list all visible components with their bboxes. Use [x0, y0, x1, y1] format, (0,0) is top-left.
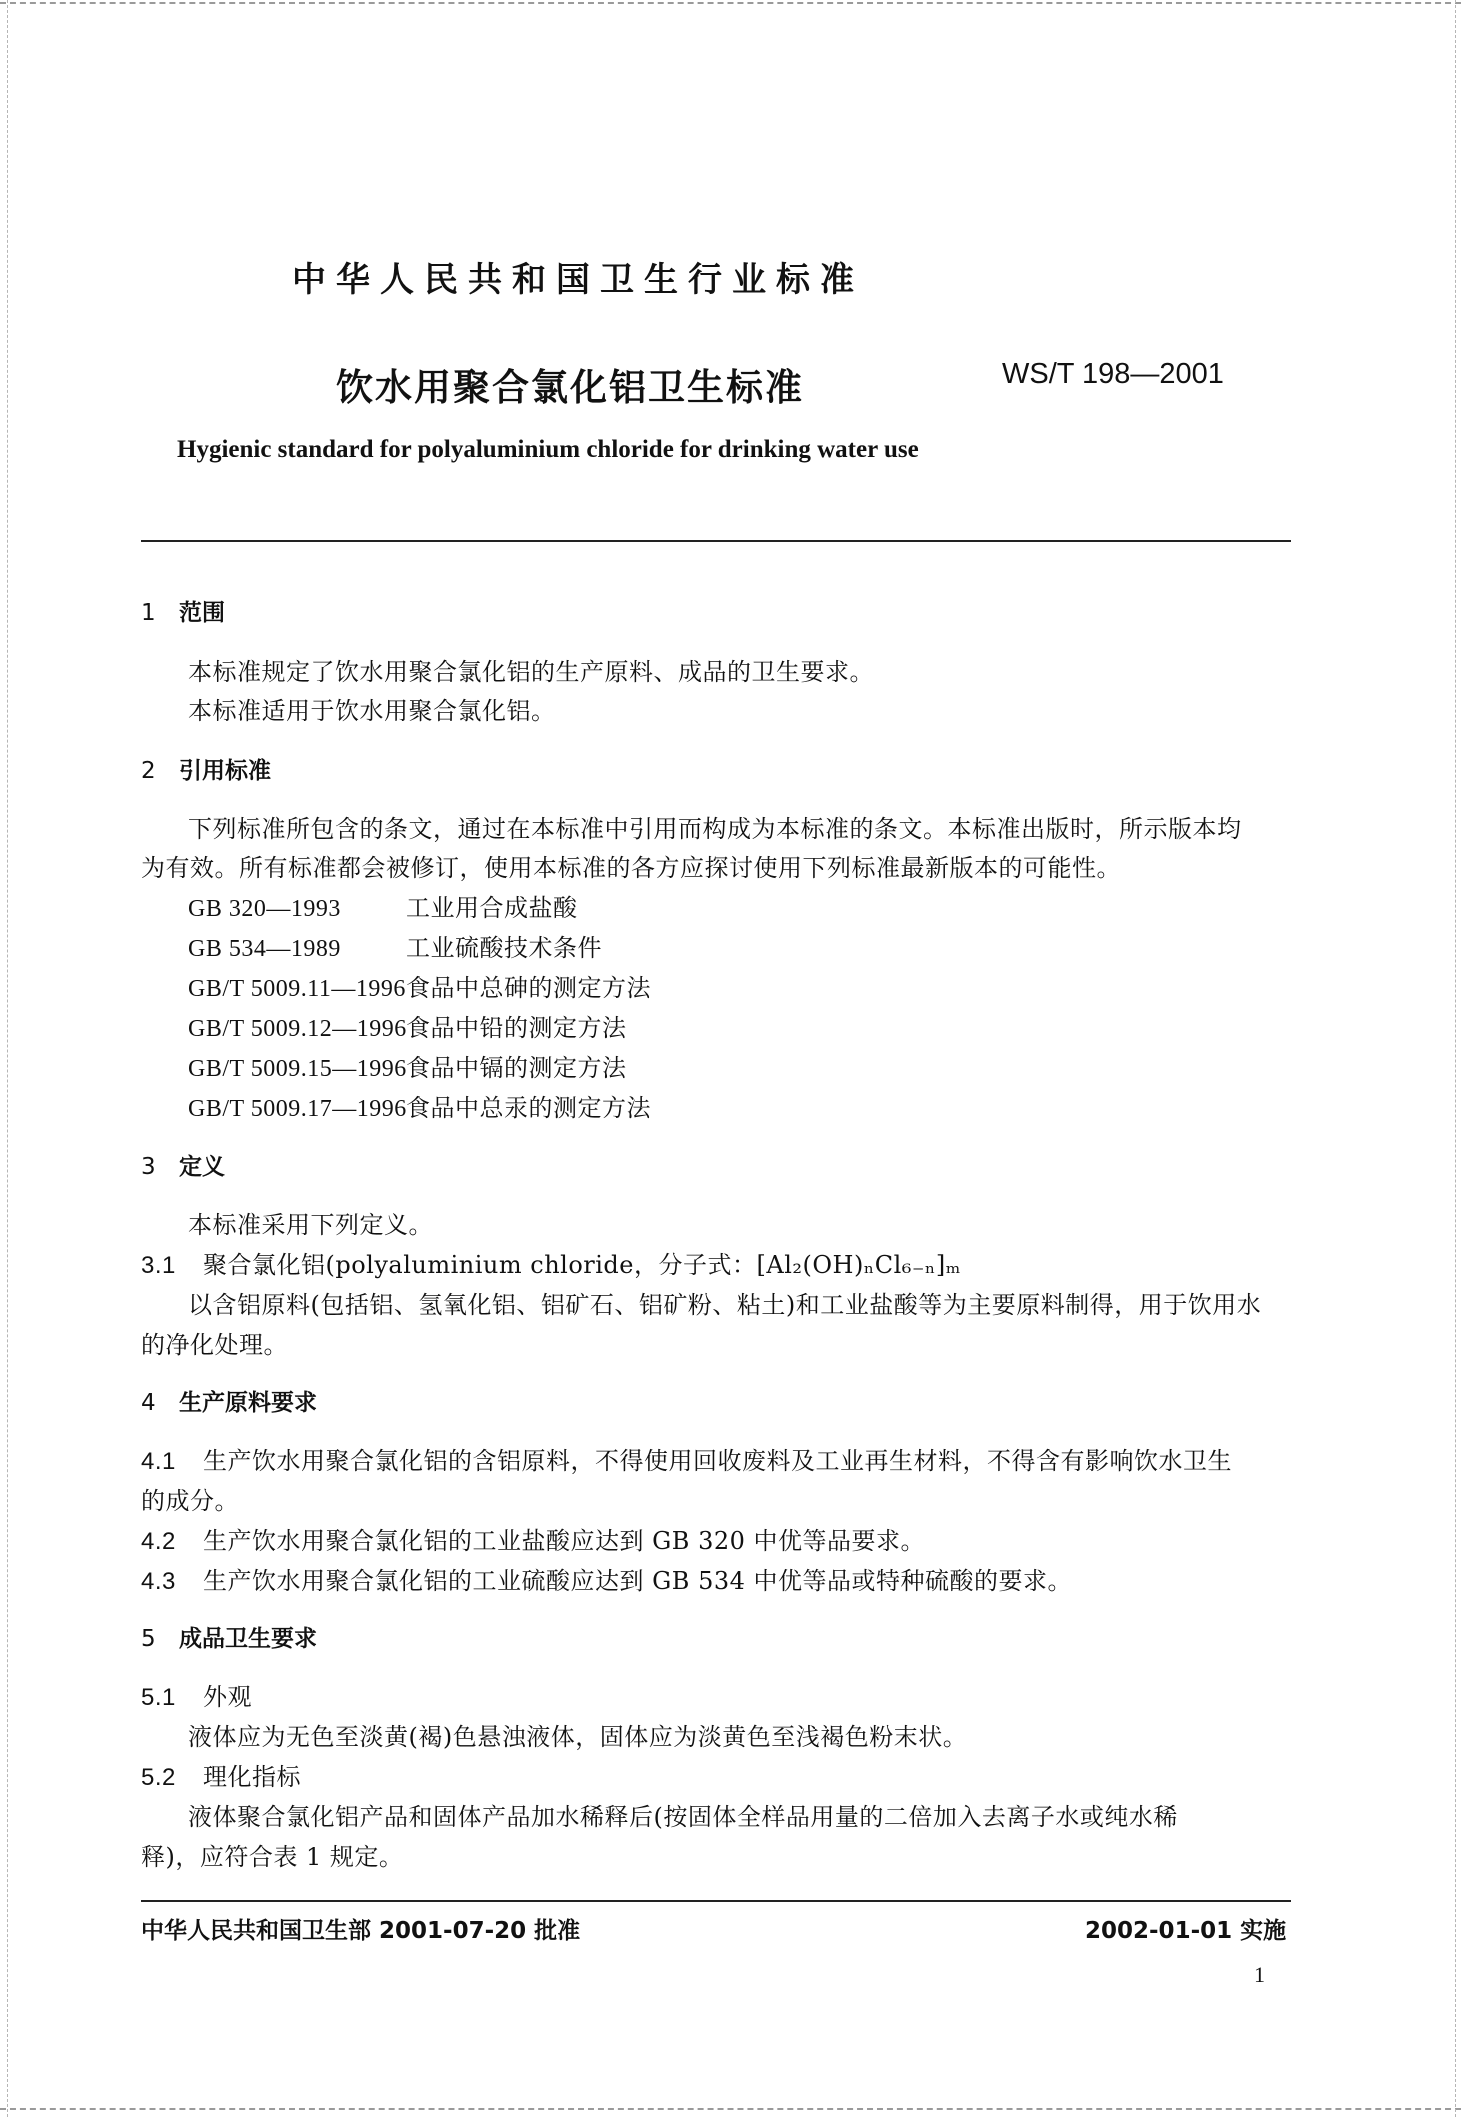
reference-item: [188, 888, 578, 923]
scan-edge-left: [7, 0, 8, 2117]
document-title-en: Hygienic standard for polyaluminium chloride for drinking water use: [177, 436, 919, 463]
reference-name: 食品中总砷的测定方法: [406, 974, 651, 1002]
paragraph: 为有效。所有标准都会被修订，使用本标准的各方应探讨使用下列标准最新版本的可能性。: [141, 854, 1121, 882]
section-number: 2: [141, 758, 156, 784]
industry-standard-heading: 中华人民共和国卫生行业标准: [292, 260, 864, 300]
item-text: 生产饮水用聚合氯化铝的工业盐酸应达到 GB 320 中优等品要求。: [203, 1527, 926, 1555]
section-title: 定义: [179, 1154, 225, 1180]
reference-code: GB/T 5009.17—1996: [188, 1096, 407, 1122]
item-number: 4.1: [141, 1448, 176, 1475]
item-number: 4.2: [141, 1528, 176, 1555]
scan-edge-top: [0, 2, 1461, 4]
reference-name: 食品中镉的测定方法: [406, 1054, 627, 1082]
page-number: 1: [1254, 1962, 1265, 1987]
reference-code: GB 320—1993: [188, 896, 341, 922]
item-text: 生产饮水用聚合氯化铝的含铝原料，不得使用回收废料及工业再生材料，不得含有影响饮水卫生: [203, 1447, 1232, 1475]
section-title: 生产原料要求: [179, 1390, 317, 1416]
subsection-heading: [141, 1677, 252, 1712]
definition-item: [141, 1245, 961, 1280]
requirement-item: [141, 1561, 1072, 1596]
item-number: 5.1: [141, 1684, 176, 1711]
reference-name: 食品中总汞的测定方法: [406, 1094, 651, 1122]
scan-edge-right: [1455, 0, 1456, 2117]
reference-item: [188, 1088, 651, 1123]
paragraph: 液体聚合氯化铝产品和固体产品加水稀释后(按固体全样品用量的二倍加入去离子水或纯水稀: [188, 1803, 1178, 1831]
paragraph: 释)，应符合表 1 规定。: [141, 1843, 404, 1871]
item-number: 3.1: [141, 1252, 176, 1279]
paragraph: 本标准采用下列定义。: [188, 1211, 433, 1239]
definition-term: 聚合氯化铝(polyaluminium chloride，分子式：[Al₂(OH)ₙCl₆₋ₙ]ₘ: [203, 1251, 961, 1279]
section-number: 5: [141, 1626, 156, 1652]
reference-code: GB/T 5009.11—1996: [188, 976, 406, 1002]
standard-code: WS/T 198—2001: [1002, 358, 1224, 390]
footer-rule: [141, 1900, 1291, 1902]
document-title-cn: 饮水用聚合氯化铝卫生标准: [336, 366, 804, 409]
reference-code: GB/T 5009.12—1996: [188, 1016, 407, 1042]
approval-line: 中华人民共和国卫生部 2001-07-20 批准: [141, 1918, 581, 1944]
paragraph: 本标准适用于饮水用聚合氯化铝。: [188, 697, 556, 725]
header-rule: [141, 540, 1291, 542]
requirement-item: [141, 1441, 1232, 1476]
subsection-heading: [141, 1757, 301, 1792]
item-number: 4.3: [141, 1568, 176, 1595]
section-number: 3: [141, 1154, 156, 1180]
section-title: 引用标准: [179, 758, 271, 784]
paragraph: 的净化处理。: [141, 1331, 288, 1359]
paragraph: 下列标准所包含的条文，通过在本标准中引用而构成为本标准的条文。本标准出版时，所示版本均: [188, 815, 1242, 843]
reference-name: 工业硫酸技术条件: [406, 934, 602, 962]
section-title: 成品卫生要求: [179, 1626, 317, 1652]
scan-edge-bottom: [0, 2108, 1461, 2110]
section-3-heading: [141, 1148, 225, 1181]
subsection-title: 理化指标: [203, 1763, 301, 1791]
reference-code: GB 534—1989: [188, 936, 341, 962]
section-number: 1: [141, 600, 156, 626]
paragraph: 以含铝原料(包括铝、氢氧化铝、铝矿石、铝矿粉、粘土)和工业盐酸等为主要原料制得，用于饮用水: [188, 1291, 1262, 1319]
reference-item: [188, 968, 651, 1003]
paragraph: 本标准规定了饮水用聚合氯化铝的生产原料、成品的卫生要求。: [188, 658, 874, 686]
section-4-heading: [141, 1384, 317, 1417]
reference-item: [188, 928, 602, 963]
paragraph: 液体应为无色至淡黄(褐)色悬浊液体，固体应为淡黄色至浅褐色粉末状。: [188, 1723, 968, 1751]
requirement-item: [141, 1521, 925, 1556]
reference-item: [188, 1008, 627, 1043]
implementation-date: 2002-01-01 实施: [1085, 1918, 1287, 1944]
item-text: 生产饮水用聚合氯化铝的工业硫酸应达到 GB 534 中优等品或特种硫酸的要求。: [203, 1567, 1073, 1595]
section-number: 4: [141, 1390, 156, 1416]
item-number: 5.2: [141, 1764, 176, 1791]
subsection-title: 外观: [203, 1683, 252, 1711]
reference-item: [188, 1048, 627, 1083]
section-2-heading: [141, 752, 271, 785]
section-1-heading: [141, 594, 225, 627]
section-5-heading: [141, 1620, 317, 1653]
reference-name: 食品中铅的测定方法: [406, 1014, 627, 1042]
reference-name: 工业用合成盐酸: [406, 894, 578, 922]
paragraph: 的成分。: [141, 1487, 239, 1515]
reference-code: GB/T 5009.15—1996: [188, 1056, 407, 1082]
section-title: 范围: [179, 600, 225, 626]
